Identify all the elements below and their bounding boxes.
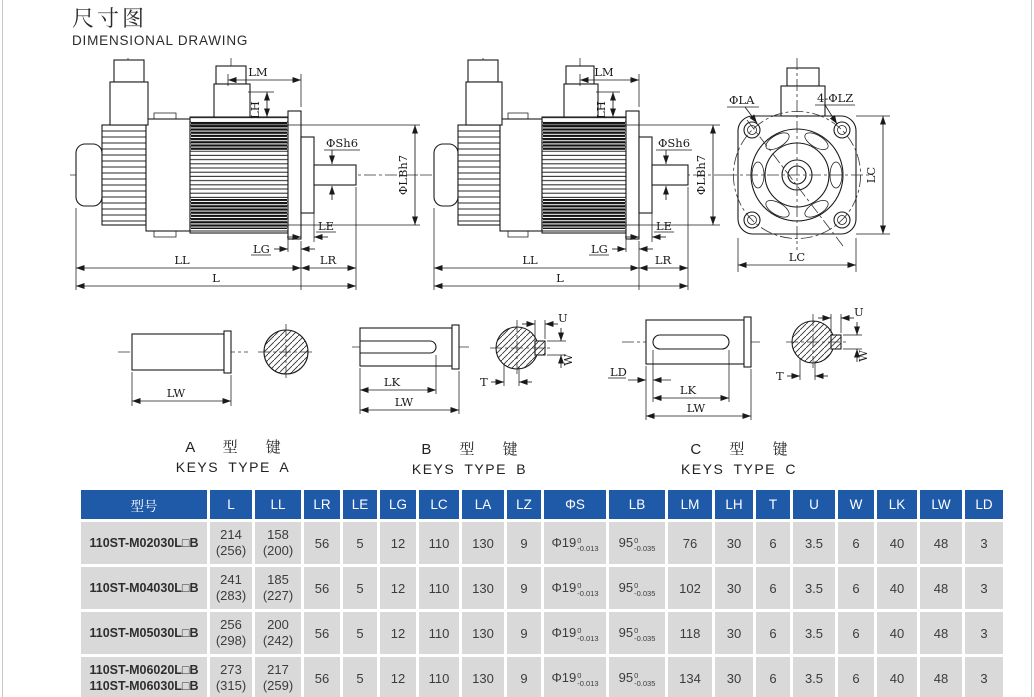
table-cell: 110: [419, 522, 459, 564]
motor-side-view-1: [70, 58, 422, 298]
dimension-la: [727, 93, 759, 123]
column-header: L: [210, 490, 252, 519]
svg-text:LH: LH: [248, 101, 262, 119]
table-cell: 6: [756, 657, 790, 697]
table-cell: 6: [838, 522, 874, 564]
table-cell: 110: [419, 567, 459, 609]
table-cell: 158 (200): [255, 522, 301, 564]
svg-text:LE: LE: [656, 219, 673, 233]
svg-text:ΦSh6: ΦSh6: [658, 136, 691, 150]
svg-text:L: L: [212, 271, 220, 285]
svg-text:LW: LW: [166, 386, 186, 400]
table-cell: 12: [380, 567, 416, 609]
table-cell: Φ19 0 -0.013: [544, 567, 606, 609]
table-cell: 95 0 -0.035: [609, 657, 665, 697]
table-row: [81, 567, 1003, 609]
table-cell: 95 0 -0.035: [609, 567, 665, 609]
table-cell: 56: [304, 567, 340, 609]
column-header: LW: [920, 490, 962, 519]
table-cell: 12: [380, 522, 416, 564]
key-b-caption-en: KEYS TYPE B: [411, 461, 528, 477]
table-cell: 217 (259): [255, 657, 301, 697]
svg-text:LW: LW: [394, 395, 414, 409]
column-header: LK: [877, 490, 917, 519]
table-cell: 12: [380, 657, 416, 697]
column-header: 型号: [81, 490, 207, 519]
table-cell: 9: [507, 522, 541, 564]
table-cell: 3.5: [793, 567, 835, 609]
table-cell: 3: [965, 522, 1003, 564]
table-cell: 6: [838, 612, 874, 654]
table-cell: 200 (242): [255, 612, 301, 654]
table-cell: 40: [877, 522, 917, 564]
table-cell: 241 (283): [210, 567, 252, 609]
svg-text:W: W: [856, 350, 870, 362]
column-header: LL: [255, 490, 301, 519]
table-cell: 40: [877, 567, 917, 609]
dimension-lw: [360, 371, 459, 414]
column-header: W: [838, 490, 874, 519]
table-header-row: [81, 490, 1003, 519]
table-cell: 40: [877, 612, 917, 654]
svg-text:LR: LR: [654, 253, 672, 267]
flange-outline: [725, 58, 873, 250]
table-cell: 6: [756, 522, 790, 564]
key-c-caption-zh: C 型 键: [690, 441, 788, 458]
table-cell: 110: [419, 612, 459, 654]
key-a-caption: [118, 436, 348, 475]
table-cell: 214 (256): [210, 522, 252, 564]
column-header: LR: [304, 490, 340, 519]
table-cell: 56: [304, 612, 340, 654]
table-cell: 9: [507, 567, 541, 609]
motor-body-outline: [434, 60, 691, 239]
table-cell: 95 0 -0.035: [609, 612, 665, 654]
table-cell: 130: [462, 657, 504, 697]
column-header: LZ: [507, 490, 541, 519]
svg-text:LL: LL: [174, 253, 190, 267]
table-cell: Φ19 0 -0.013: [544, 657, 606, 697]
page-title: 尺寸图: [72, 6, 148, 31]
key-b-caption: [352, 438, 587, 477]
table-cell: 48: [920, 657, 962, 697]
table-cell: 30: [715, 522, 753, 564]
column-header: LH: [715, 490, 753, 519]
svg-text:U: U: [558, 312, 568, 325]
page-border-left: [2, 0, 3, 697]
key-type-b: [352, 312, 587, 477]
table-cell: 48: [920, 522, 962, 564]
table-cell: 134: [668, 657, 712, 697]
table-cell: 118: [668, 612, 712, 654]
table-cell: 5: [343, 567, 377, 609]
svg-text:LM: LM: [594, 65, 614, 79]
column-header: LC: [419, 490, 459, 519]
svg-text:W: W: [561, 354, 575, 366]
column-header: LG: [380, 490, 416, 519]
page-subtitle: DIMENSIONAL DRAWING: [72, 33, 249, 48]
table-row: [81, 612, 1003, 654]
key-a-caption-en: KEYS TYPE A: [175, 459, 291, 475]
table-cell: 40: [877, 657, 917, 697]
table-cell: 3: [965, 657, 1003, 697]
table-cell: 130: [462, 567, 504, 609]
dimension-lg: [251, 239, 315, 256]
dimension-lg: [589, 239, 653, 256]
table-cell: 3.5: [793, 612, 835, 654]
table-cell: 6: [756, 612, 790, 654]
key-type-c: [608, 306, 870, 477]
table-cell: 30: [715, 567, 753, 609]
svg-text:LE: LE: [318, 219, 335, 233]
table-cell: 5: [343, 612, 377, 654]
page-border-right: [1031, 0, 1032, 697]
key-type-a: [118, 318, 348, 475]
table-cell: 130: [462, 612, 504, 654]
table-cell: 5: [343, 657, 377, 697]
title-block: [72, 6, 248, 48]
table-cell: 6: [838, 567, 874, 609]
key-c-caption: [608, 438, 870, 477]
svg-text:LW: LW: [686, 401, 706, 415]
table-cell: 3.5: [793, 522, 835, 564]
table-cell: 95 0 -0.035: [609, 522, 665, 564]
key-a-caption-zh: A 型 键: [185, 439, 281, 456]
table-cell: 48: [920, 567, 962, 609]
table-cell: Φ19 0 -0.013: [544, 522, 606, 564]
table-cell: 48: [920, 612, 962, 654]
key-cross-section: [786, 314, 848, 370]
table-cell: 185 (227): [255, 567, 301, 609]
motor-side-view-2: [420, 58, 730, 298]
table-cell: 110: [419, 657, 459, 697]
svg-text:4-ΦLZ: 4-ΦLZ: [817, 91, 854, 105]
key-cross-section: [258, 324, 314, 380]
table-cell: 76: [668, 522, 712, 564]
table-cell: 3.5: [793, 657, 835, 697]
dimension-w: [843, 322, 870, 362]
column-header: LB: [609, 490, 665, 519]
key-c-caption-en: KEYS TYPE C: [680, 461, 798, 477]
table-cell: 3: [965, 567, 1003, 609]
table-cell: 56: [304, 522, 340, 564]
svg-text:ΦSh6: ΦSh6: [326, 136, 359, 150]
dimension-w: [547, 328, 575, 368]
table-cell: Φ19 0 -0.013: [544, 612, 606, 654]
table-cell: 273 (315): [210, 657, 252, 697]
table-cell: 56: [304, 657, 340, 697]
dimensions-table-wrap: [78, 487, 993, 697]
column-header: LA: [462, 490, 504, 519]
svg-text:U: U: [854, 306, 864, 319]
svg-text:LD: LD: [610, 365, 627, 379]
svg-text:ΦLA: ΦLA: [729, 93, 755, 107]
column-header: LM: [668, 490, 712, 519]
table-cell: 102: [668, 567, 712, 609]
svg-text:L: L: [556, 271, 564, 285]
table-row: [81, 657, 1003, 697]
svg-text:LC: LC: [788, 250, 806, 264]
key-b-caption-zh: B 型 键: [421, 441, 518, 458]
model-cell: 110ST-M05030L□B: [81, 612, 207, 654]
motor-front-view: [725, 58, 1025, 298]
svg-text:ΦLBh7: ΦLBh7: [396, 154, 410, 196]
svg-text:LC: LC: [864, 166, 878, 184]
column-header: U: [793, 490, 835, 519]
dimension-lw: [132, 372, 231, 406]
table-row: [81, 522, 1003, 564]
svg-text:LK: LK: [383, 375, 401, 389]
table-cell: 3: [965, 612, 1003, 654]
column-header: ΦS: [544, 490, 606, 519]
dimensions-table: [78, 487, 1006, 697]
column-header: T: [756, 490, 790, 519]
table-cell: 6: [838, 657, 874, 697]
column-header: LD: [965, 490, 1003, 519]
dimension-lw: [646, 369, 751, 420]
table-cell: 9: [507, 612, 541, 654]
table-cell: 6: [756, 567, 790, 609]
table-cell: 256 (298): [210, 612, 252, 654]
table-cell: 130: [462, 522, 504, 564]
table-cell: 30: [715, 612, 753, 654]
column-header: LE: [343, 490, 377, 519]
svg-text:ΦLBh7: ΦLBh7: [694, 154, 708, 196]
table-cell: 30: [715, 657, 753, 697]
key-cross-section: [490, 320, 552, 376]
table-cell: 5: [343, 522, 377, 564]
svg-text:LM: LM: [248, 65, 268, 79]
table-cell: 9: [507, 657, 541, 697]
model-cell: 110ST-M04030L□B: [81, 567, 207, 609]
dimension-lh: [248, 92, 274, 119]
model-cell: 110ST-M06020L□B 110ST-M06030L□B: [81, 657, 207, 697]
svg-text:LG: LG: [591, 242, 608, 256]
motor-body-outline: [76, 60, 359, 239]
svg-text:LG: LG: [253, 242, 270, 256]
svg-text:LR: LR: [319, 253, 337, 267]
svg-text:T: T: [776, 369, 784, 383]
svg-text:T: T: [480, 375, 488, 389]
model-cell: 110ST-M02030L□B: [81, 522, 207, 564]
table-cell: 12: [380, 612, 416, 654]
svg-text:LK: LK: [679, 383, 697, 397]
svg-text:LH: LH: [594, 101, 608, 119]
svg-text:LL: LL: [522, 253, 538, 267]
